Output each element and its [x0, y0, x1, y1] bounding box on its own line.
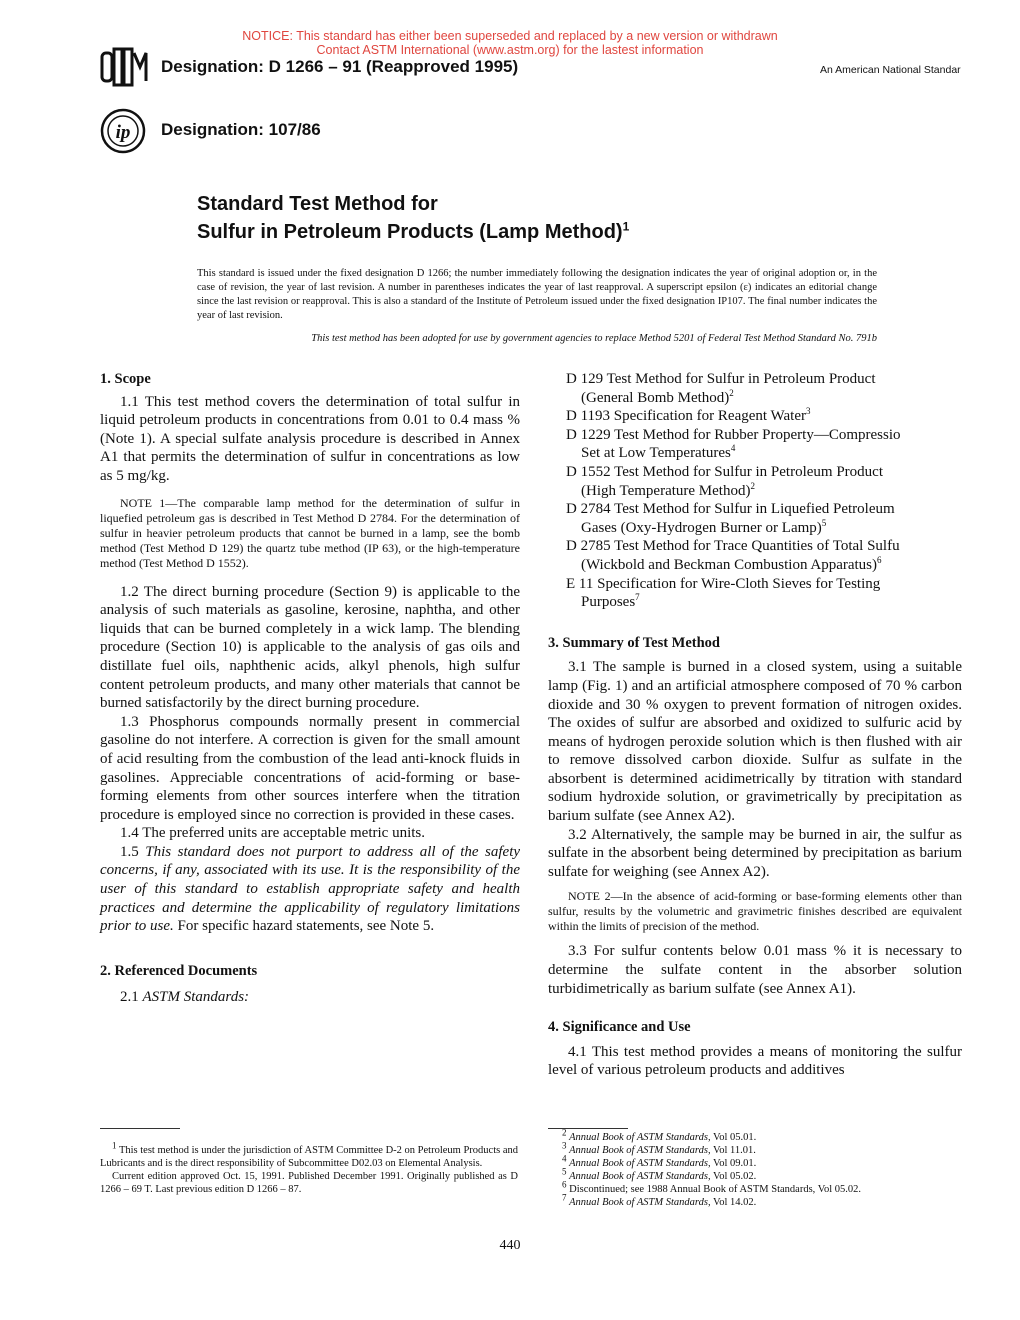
significance-heading: 4. Significance and Use	[548, 1019, 691, 1036]
footnote-1	[100, 1140, 518, 1170]
para-1-5-safety: This standard does not purport to address all of the safety concerns, if any, associated with its use. It is the responsibility of the user of this standard to establish appropriate safety and health practices and determine the applicability of regulatory limitations prior to use.	[100, 843, 521, 935]
reference-footnote-mark: 4	[730, 443, 736, 454]
para-1-5-tail: For specific hazard statements, see Note 5.	[177, 918, 435, 935]
national-standard-label: An American National Standar	[820, 64, 961, 76]
note-2	[548, 889, 962, 934]
notice-banner	[0, 29, 1020, 57]
footnote-item	[562, 1140, 962, 1157]
para-3-1: 3.1 The sample is burned in a closed system, using a suitable lamp (Fig. 1) and an artificial atmosphere composed of 70 % carbon dioxide and 30 % oxygen to prevent formation of nitrogen oxides. The oxides of sulfur are absorbed and oxidized to sulfuric acid by means of hydrogen peroxide solution which is then flushed with air to remove dissolved carbon dioxide. Sulfur as sulfate in the absorbent is determined acidimetrically by titration with standard sodium hydroxide solution, or gravimetrically by precipitation as barium sulfate (see Annex A2).	[548, 659, 962, 825]
footnote-divider-right	[548, 1128, 628, 1129]
summary-heading: 3. Summary of Test Method	[548, 634, 720, 651]
reference-title: Test Method for Sulfur in Petroleum Product	[614, 463, 883, 480]
footnote-mark: 5	[562, 1166, 567, 1177]
footnotes-right	[548, 1127, 962, 1209]
reference-title: Specification for Wire-Cloth Sieves for Testing	[597, 575, 881, 592]
footnote-source: Annual Book of ASTM Standards,	[569, 1158, 711, 1169]
footnote-mark: 2	[562, 1127, 567, 1138]
footnote-source: Discontinued; see 1988 Annual Book of ASTM Standards,	[569, 1184, 816, 1195]
footnote-source: Annual Book of ASTM Standards,	[569, 1197, 711, 1208]
reference-code: D 2785	[566, 538, 611, 555]
left-column	[100, 370, 520, 1007]
reference-code: D 1552	[566, 463, 611, 480]
footnote-mark: 4	[562, 1153, 567, 1164]
right-column	[548, 370, 962, 1080]
referenced-documents-heading: 2. Referenced Documents	[100, 962, 258, 979]
title-line-1: Standard Test Method for	[197, 193, 438, 215]
reference-title: Test Method for Sulfur in Liquefied Petroleum	[614, 501, 895, 518]
reference-item	[566, 426, 962, 463]
ip-logo	[100, 108, 146, 154]
reference-footnote-mark: 2	[750, 480, 755, 491]
footnote-item	[562, 1153, 962, 1170]
note-1	[100, 496, 520, 571]
adoption-statement: This test method has been adopted for use by government agencies to replace Method 5201 of Federal Test Method Standard No. 791b	[311, 333, 877, 344]
footnote-mark: 3	[562, 1140, 567, 1151]
para-1-3: 1.3 Phosphorus compounds normally present in commercial gasoline do not interfere. A correction is given for the small amount of acid resulting from the combustion of the lead anti-knock fluids in gasolines. Appreciable concentrations of acid-forming or base-forming elements from other sources interfere when the titration procedure is employed since no correction is provided in these cases.	[100, 713, 520, 823]
reference-code: E 11	[566, 575, 594, 592]
reference-footnote-mark: 5	[821, 517, 827, 528]
para-1-5	[100, 843, 520, 936]
reference-code: D 129	[566, 371, 604, 387]
footnote-mark: 6	[562, 1179, 567, 1190]
reference-item	[566, 575, 962, 612]
para-2-1-text: ASTM Standards:	[142, 989, 250, 1006]
footnote-volume: Vol 05.01.	[713, 1132, 757, 1143]
footnote-1-mark: 1	[112, 1140, 117, 1151]
reference-code: D 1193	[566, 408, 611, 425]
issuance-statement: This standard is issued under the fixed designation D 1266; the number immediately following the designation indicates the year of original adoption or, in the case of revision, the year of last revision. A number in parentheses indicates the year of last reapproval. A superscript epsilon (ε) indicates an editorial change since the last revision or reapproval. This is also a standard of the Institute of Petroleum issued under the fixed designation IP107. The final number indicates the year of last revision.	[197, 268, 877, 321]
footnotes-left	[100, 1140, 518, 1196]
note-2-label: NOTE 2	[568, 889, 611, 904]
reference-title: Test Method for Rubber Property—Compressio	[614, 426, 901, 443]
para-2-1	[100, 988, 520, 1007]
reference-title: Test Method for Sulfur in Petroleum Product	[606, 371, 876, 387]
reference-footnote-mark: 6	[877, 554, 882, 565]
reference-title-cont: Gases (Oxy-Hydrogen Burner or Lamp)	[581, 519, 822, 536]
footnote-divider-left	[100, 1128, 180, 1129]
footnote-mark: 7	[562, 1192, 567, 1203]
reference-item	[566, 463, 962, 500]
reference-code: D 1229	[566, 426, 611, 443]
astm-logo	[100, 47, 148, 87]
reference-item	[566, 500, 962, 537]
notice-line-1: NOTICE: This standard has either been superseded and replaced by a new version or withdrawn	[242, 29, 778, 43]
title-footnote-mark: 1	[622, 219, 630, 234]
reference-footnote-mark: 2	[729, 387, 734, 398]
reference-footnote-mark: 3	[805, 406, 811, 417]
reference-code: D 2784	[566, 501, 611, 518]
para-3-3: 3.3 For sulfur contents below 0.01 mass % it is necessary to determine the sulfate content in the absorber solution turbidimetrically as barium sulfate (see Annex A1).	[548, 943, 962, 997]
scope-heading: 1. Scope	[100, 371, 151, 387]
footnote-item	[562, 1192, 962, 1209]
footnote-volume: Vol 05.02.	[713, 1171, 757, 1182]
footnote-source: Annual Book of ASTM Standards,	[569, 1171, 711, 1182]
reference-title-cont: (High Temperature Method)	[581, 482, 751, 499]
note-1-text: —The comparable lamp method for the determination of sulfur in liquefied petroleum gas is described in Test Method D 2784. For the determination of sulfur in heavier petroleum products that cannot be burned in a lamp, see the bomb method (Test Method D 129) the quartz tube method (IP 63), or the high-temperature method (Test Method D 1552).	[100, 495, 520, 570]
note-1-label: NOTE 1	[120, 495, 166, 510]
footnote-item	[562, 1179, 962, 1196]
reference-title-cont: Purposes	[581, 594, 636, 611]
footnote-volume: Vol 09.01.	[713, 1158, 757, 1169]
para-1-5-label: 1.5	[120, 843, 139, 860]
footnote-source: Annual Book of ASTM Standards,	[569, 1132, 711, 1143]
footnote-1-text: This test method is under the jurisdiction of ASTM Committee D-2 on Petroleum Products and Lubricants and is the direct responsibility of Subcommittee D02.03 on Elemental Analysis.	[100, 1145, 518, 1169]
footnote-1b: Current edition approved Oct. 15, 1991. Published December 1991. Originally published as D 1266 – 69 T. Last previous edition D 1266 – 87.	[100, 1171, 518, 1195]
astm-designation: Designation: D 1266 – 91 (Reapproved 1995)	[161, 57, 519, 76]
para-3-2: 3.2 Alternatively, the sample may be burned in air, the sulfur as sulfate in the absorbent being determined by precipitation as barium sulfate for weighing (see Annex A2).	[548, 826, 962, 880]
footnote-volume: Vol 14.02.	[713, 1197, 757, 1208]
reference-list	[548, 370, 962, 612]
footnote-item	[562, 1127, 962, 1144]
reference-item	[566, 407, 962, 426]
para-1-1: 1.1 This test method covers the determination of total sulfur in liquid petroleum products in concentrations from 0.01 to 0.4 mass % (Note 1). A special sulfate analysis procedure is described in Annex A1 that permits the determination of sulfur in concentrations as low as 5 mg/kg.	[100, 393, 520, 484]
footnote-volume: Vol 11.01.	[713, 1145, 756, 1156]
reference-title: Test Method for Trace Quantities of Total Sulfu	[614, 538, 900, 555]
footnote-item	[562, 1166, 962, 1183]
reference-footnote-mark: 7	[635, 592, 640, 603]
reference-title-cont: Set at Low Temperatures	[581, 445, 731, 462]
page-number: 440	[499, 1238, 521, 1253]
title-line-2: Sulfur in Petroleum Products (Lamp Method)	[197, 221, 623, 243]
para-2-1-label: 2.1	[120, 989, 139, 1006]
para-1-4: 1.4 The preferred units are acceptable metric units.	[120, 825, 426, 842]
ip-designation: Designation: 107/86	[161, 120, 321, 139]
svg-text:ip: ip	[115, 122, 131, 143]
note-2-text: —In the absence of acid-forming or base-forming elements other than sulfur, results by the volumetric and gravimetric finishes described are equivalent within the limits of precision of the method.	[548, 889, 962, 934]
reference-item	[566, 537, 962, 574]
reference-title: Specification for Reagent Water	[613, 408, 806, 425]
footnote-volume: Vol 05.02.	[817, 1184, 861, 1195]
para-4-1: 4.1 This test method provides a means of monitoring the sulfur level of various petroleum products and additives	[548, 1043, 962, 1079]
para-1-2: 1.2 The direct burning procedure (Section 9) is applicable to the analysis of such materials as gasoline, kerosine, naphtha, and other liquids that can be burned completely in a wick lamp. The blending procedure (Section 10) is applicable to the analysis of gas oils and distillate fuel oils, naphthenic acids, alkyl phenols, high sulfur content petroleum products, and many other materials that cannot be burned satisfactorily by the direct burning procedure.	[100, 583, 520, 712]
reference-title-cont: (General Bomb Method)	[581, 389, 730, 406]
document-title	[197, 190, 629, 246]
notice-line-2: Contact ASTM International (www.astm.org) for the lastest information	[316, 43, 704, 57]
reference-title-cont: (Wickbold and Beckman Combustion Apparatus)	[581, 556, 878, 573]
footnote-source: Annual Book of ASTM Standards,	[569, 1145, 711, 1156]
reference-item	[566, 370, 962, 407]
